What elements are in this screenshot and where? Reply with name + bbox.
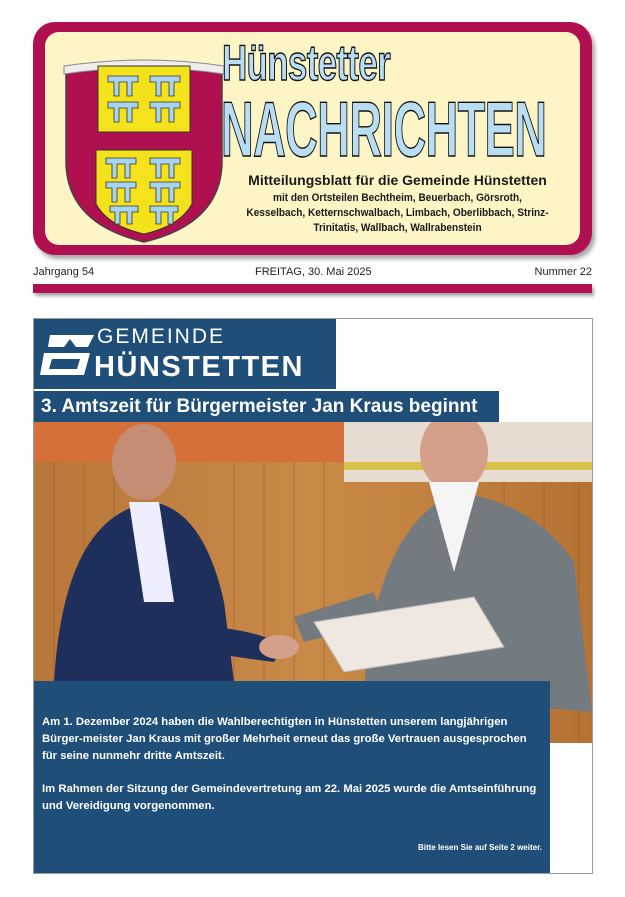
title-line1: Hünstetter (222, 35, 391, 91)
coat-of-arms-icon (60, 54, 228, 244)
masthead (33, 22, 592, 255)
article-textbox (34, 681, 550, 873)
article-headline: 3. Amtszeit für Bürgermeister Jan Kraus beginnt (34, 391, 499, 422)
title-line2: NACHRICHTEN (221, 85, 547, 173)
town-hall-logo-icon (40, 333, 94, 377)
issue-date: FREITAG, 30. Mai 2025 (255, 266, 372, 278)
article (33, 318, 593, 874)
municipality-logo (34, 319, 336, 389)
continue-note: Bitte lesen Sie auf Seite 2 weiter. (417, 843, 542, 852)
article-paragraph: Im Rahmen der Sitzung der Gemeindevertretung am 22. Mai 2025 wurde die Amtseinführung und Vereidigung vorgenommen. (42, 783, 537, 812)
districts: mit den Ortsteilen Bechtheim, Beuerbach, Görsroth, Kesselbach, Ketternschwalbach, Limbach, Oberlibbach, Strinz-Trinitatis, Wallbach, Wallrabenstein (246, 192, 549, 234)
logo-text-gemeinde: GEMEINDE (97, 325, 226, 348)
masthead-panel (45, 32, 580, 245)
issue-number: Nummer 22 (534, 266, 592, 278)
logo-text-huenstetten: HÜNSTETTEN (94, 351, 304, 383)
divider-bar (33, 284, 592, 293)
article-paragraph: Am 1. Dezember 2024 haben die Wahlberechtigten in Hünstetten unserem langjährigen Bürger-meister Jan Kraus mit großer Mehrheit erneut das große Vertrauen ausgesprochen für seine nunmehr dritte Amtszeit. (42, 716, 527, 762)
volume: Jahrgang 54 (33, 266, 95, 278)
subtitle: Mitteilungsblatt für die Gemeinde Hünstetten (248, 172, 547, 188)
